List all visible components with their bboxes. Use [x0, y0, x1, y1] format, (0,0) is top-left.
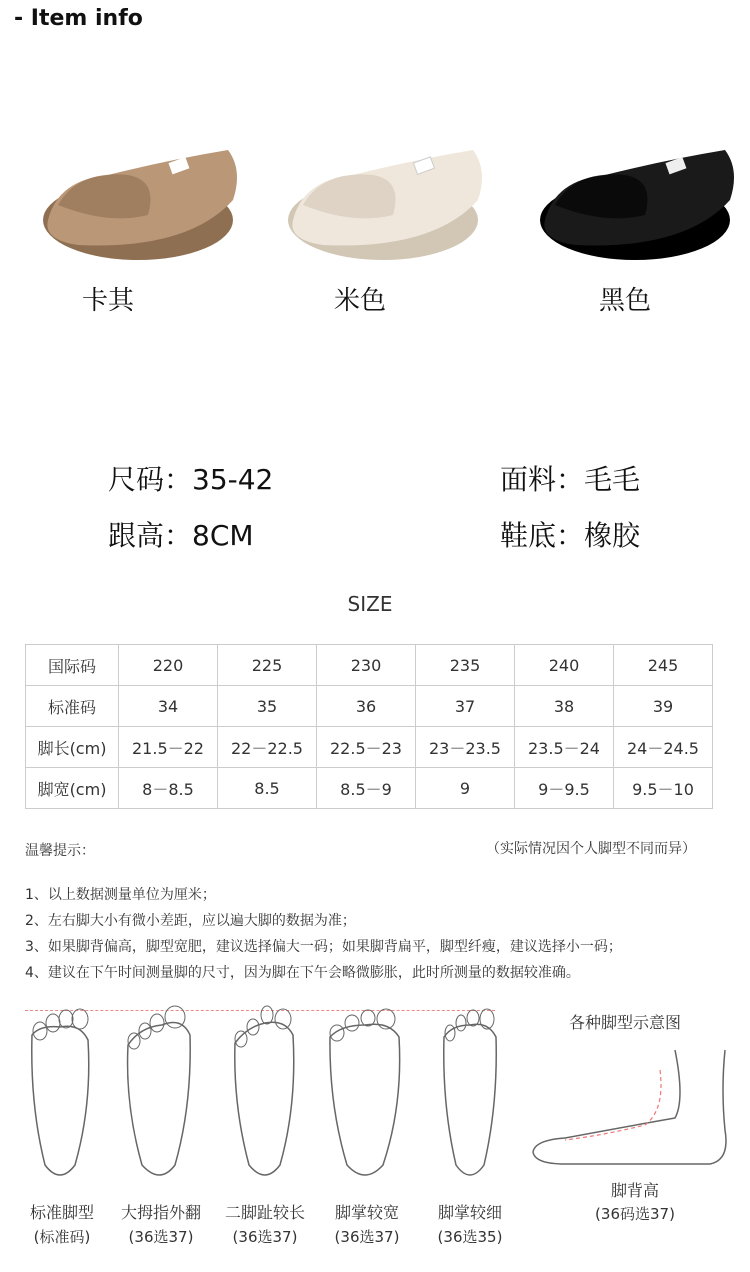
foot-type-label: 大拇指外翻: [120, 1203, 201, 1222]
wide-foot-icon: [325, 1005, 405, 1185]
note-item: 4、建议在下午时间测量脚的尺寸，因为脚在下午会略微膨胀，此时所测量的数据较准确。: [25, 965, 580, 981]
hallux-valgus-foot-icon: [120, 1005, 200, 1185]
standard-foot-icon: [20, 1005, 100, 1185]
foot-type-label: 脚掌较细: [437, 1203, 502, 1222]
table-cell: 9.5－10: [614, 768, 713, 809]
table-cell: 37: [416, 686, 515, 727]
size-chart-title: SIZE: [347, 592, 393, 616]
note-item: 1、以上数据测量单位为厘米；: [25, 887, 216, 903]
spec-size: 尺码：35-42: [108, 463, 274, 496]
foot-type-label: 二脚趾较长: [224, 1203, 305, 1222]
table-cell: 22.5－23: [317, 727, 416, 768]
table-row: [26, 727, 713, 768]
foot-type-sub: (36选37): [232, 1228, 298, 1246]
high-instep-foot-icon: [525, 1040, 735, 1170]
spec-heel: 跟高：8CM: [108, 519, 254, 552]
row-header: 脚宽(cm): [26, 768, 119, 809]
table-cell: 34: [119, 686, 218, 727]
row-header: 脚长(cm): [26, 727, 119, 768]
table-cell: 38: [515, 686, 614, 727]
table-cell: 9: [416, 768, 515, 809]
table-cell: 23.5－24: [515, 727, 614, 768]
table-cell: 9－9.5: [515, 768, 614, 809]
foot-type-sub: (标准码): [33, 1228, 91, 1246]
table-row: [26, 645, 713, 686]
row-header: 标准码: [26, 686, 119, 727]
table-cell: 24－24.5: [614, 727, 713, 768]
notes-heading: 温馨提示：: [25, 843, 95, 859]
foot-type-sub: (36选37): [128, 1228, 194, 1246]
table-row: [26, 686, 713, 727]
long-second-toe-foot-icon: [225, 1005, 305, 1185]
color-label-beige: 米色: [333, 286, 386, 316]
table-cell: 225: [218, 645, 317, 686]
foot-type-sub: (36选37): [334, 1228, 400, 1246]
note-item: 3、如果脚背偏高，脚型宽肥，建议选择偏大一码；如果脚背扁平，脚型纤瘦，建议选择小一码；: [25, 939, 622, 955]
instep-diagram-title: 各种脚型示意图: [568, 1013, 681, 1032]
size-table: [25, 644, 713, 809]
table-cell: 8－8.5: [119, 768, 218, 809]
table-cell: 240: [515, 645, 614, 686]
slipper-beige-image: [283, 130, 493, 270]
row-header: 国际码: [26, 645, 119, 686]
table-row: [26, 768, 713, 809]
table-cell: 235: [416, 645, 515, 686]
foot-type-label: 标准脚型: [29, 1203, 94, 1222]
table-cell: 230: [317, 645, 416, 686]
table-cell: 22－22.5: [218, 727, 317, 768]
spec-material: 面料：毛毛: [500, 463, 641, 496]
table-cell: 36: [317, 686, 416, 727]
table-cell: 23－23.5: [416, 727, 515, 768]
table-cell: 39: [614, 686, 713, 727]
note-item: 2、左右脚大小有微小差距，应以遍大脚的数据为准；: [25, 913, 356, 929]
instep-label: 脚背高: [610, 1181, 659, 1200]
slipper-khaki-image: [38, 130, 248, 270]
instep-sub: (36码选37): [595, 1205, 675, 1223]
table-cell: 21.5－22: [119, 727, 218, 768]
foot-type-label: 脚掌较宽: [334, 1203, 399, 1222]
slipper-black-image: [535, 130, 745, 270]
table-cell: 245: [614, 645, 713, 686]
narrow-foot-icon: [430, 1005, 510, 1185]
notes-disclaimer: （实际情况因个人脚型不同而异）: [486, 841, 696, 857]
spec-sole: 鞋底：橡胶: [500, 519, 641, 552]
color-label-black: 黑色: [598, 286, 651, 316]
page-title: - Item info: [14, 6, 143, 31]
table-cell: 8.5: [218, 768, 317, 809]
table-cell: 220: [119, 645, 218, 686]
foot-type-sub: (36选35): [437, 1228, 503, 1246]
color-label-khaki: 卡其: [81, 286, 134, 316]
table-cell: 8.5－9: [317, 768, 416, 809]
table-cell: 35: [218, 686, 317, 727]
